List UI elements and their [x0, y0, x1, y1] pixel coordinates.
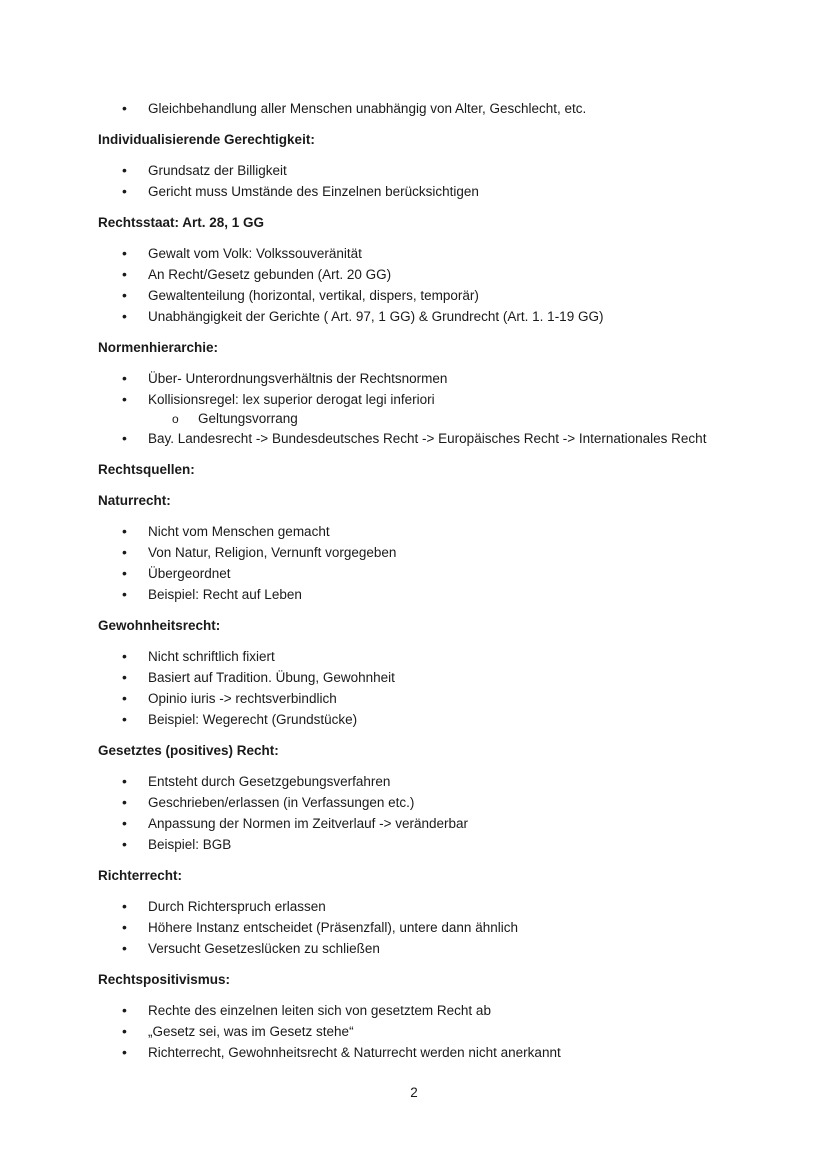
list-item: • Durch Richterspruch erlassen — [98, 896, 758, 917]
section-heading: Normenhierarchie: — [98, 340, 219, 355]
bullet-list — [98, 521, 758, 605]
section-gewohnheitsrecht — [98, 615, 758, 730]
list-item: • „Gesetz sei, was im Gesetz stehe“ — [98, 1021, 758, 1042]
sub-list-item: o Geltungsvorrang — [98, 410, 758, 428]
list-item: • Bay. Landesrecht -> Bundesdeutsches Recht -> Europäisches Recht -> Internationales Recht — [98, 428, 758, 449]
section-rechtsquellen — [98, 459, 758, 480]
list-item: • Gewalt vom Volk: Volkssouveränität — [98, 243, 758, 264]
section-heading: Individualisierende Gerechtigkeit: — [98, 132, 315, 147]
list-item: • Beispiel: Recht auf Leben — [98, 584, 758, 605]
list-item: • Beispiel: Wegerecht (Grundstücke) — [98, 709, 758, 730]
list-item: • Kollisionsregel: lex superior derogat legi inferiori — [98, 389, 758, 410]
page-content — [98, 98, 758, 1063]
list-item: • Unabhängigkeit der Gerichte ( Art. 97, 1 GG) & Grundrecht (Art. 1. 1-19 GG) — [98, 306, 758, 327]
list-item: • Rechte des einzelnen leiten sich von gesetztem Recht ab — [98, 1000, 758, 1021]
list-item: • Gericht muss Umstände des Einzelnen berücksichtigen — [98, 181, 758, 202]
section-heading: Gesetztes (positives) Recht: — [98, 743, 279, 758]
list-item: • Anpassung der Normen im Zeitverlauf -> veränderbar — [98, 813, 758, 834]
bullet-list — [98, 368, 758, 449]
section-normenhierarchie — [98, 337, 758, 449]
section-rechtspositivismus — [98, 969, 758, 1063]
list-item: • Gewaltenteilung (horizontal, vertikal, dispers, temporär) — [98, 285, 758, 306]
list-item: • An Recht/Gesetz gebunden (Art. 20 GG) — [98, 264, 758, 285]
section-naturrecht — [98, 490, 758, 605]
list-item: • Basiert auf Tradition. Übung, Gewohnheit — [98, 667, 758, 688]
bullet-list — [98, 160, 758, 202]
list-item: • Opinio iuris -> rechtsverbindlich — [98, 688, 758, 709]
list-item: • Entsteht durch Gesetzgebungsverfahren — [98, 771, 758, 792]
section-heading: Rechtsstaat: Art. 28, 1 GG — [98, 215, 265, 230]
section-heading: Gewohnheitsrecht: — [98, 618, 221, 633]
list-item: • Beispiel: BGB — [98, 834, 758, 855]
page-number: 2 — [410, 1085, 418, 1100]
list-item: • Nicht vom Menschen gemacht — [98, 521, 758, 542]
bullet-list — [98, 646, 758, 730]
list-item: • Übergeordnet — [98, 563, 758, 584]
list-item: • Versucht Gesetzeslücken zu schließen — [98, 938, 758, 959]
bullet-list — [98, 1000, 758, 1063]
section-rechtsstaat — [98, 212, 758, 327]
section-individual — [98, 129, 758, 202]
list-item: • Von Natur, Religion, Vernunft vorgegeben — [98, 542, 758, 563]
section-gesetztes-recht — [98, 740, 758, 855]
intro-list — [98, 98, 758, 119]
list-item: • Über- Unterordnungsverhältnis der Rechtsnormen — [98, 368, 758, 389]
list-item: • Nicht schriftlich fixiert — [98, 646, 758, 667]
section-heading: Rechtspositivismus: — [98, 972, 231, 987]
list-item: • Geschrieben/erlassen (in Verfassungen etc.) — [98, 792, 758, 813]
section-heading: Naturrecht: — [98, 493, 171, 508]
list-item: • Richterrecht, Gewohnheitsrecht & Naturrecht werden nicht anerkannt — [98, 1042, 758, 1063]
bullet-list — [98, 896, 758, 959]
list-item: • Grundsatz der Billigkeit — [98, 160, 758, 181]
list-item: • Gleichbehandlung aller Menschen unabhängig von Alter, Geschlecht, etc. — [98, 98, 758, 119]
list-item: • Höhere Instanz entscheidet (Präsenzfall), untere dann ähnlich — [98, 917, 758, 938]
bullet-list — [98, 771, 758, 855]
section-richterrecht — [98, 865, 758, 959]
section-heading: Rechtsquellen: — [98, 462, 195, 477]
bullet-list — [98, 243, 758, 327]
section-heading: Richterrecht: — [98, 868, 183, 883]
